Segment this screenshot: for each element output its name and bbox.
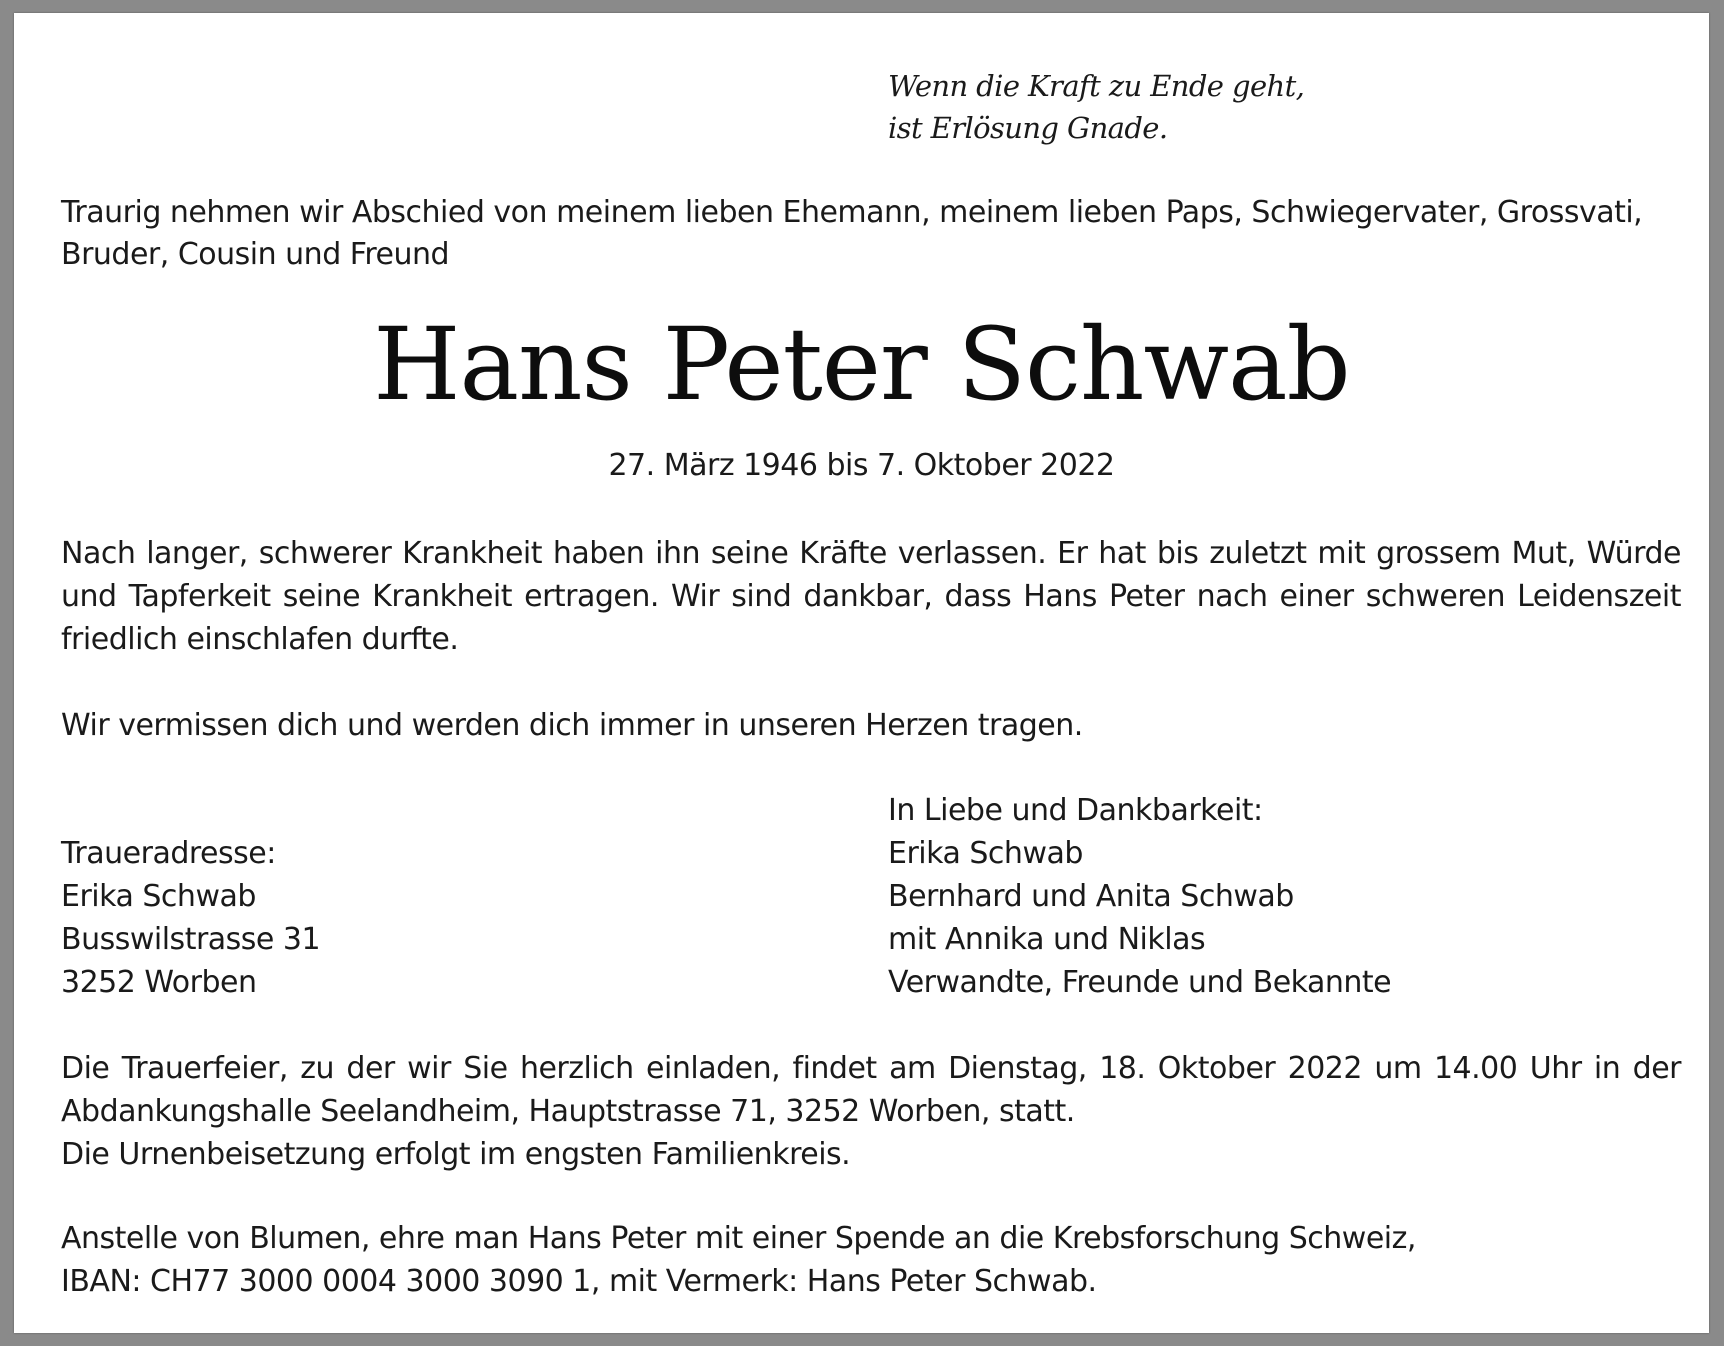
mourner-name: Bernhard und Anita Schwab	[888, 879, 1294, 914]
burial-text: Die Urnenbeisetzung erfolgt im engsten Familienkreis.	[61, 1137, 851, 1172]
address-label: Traueradresse:	[61, 836, 276, 871]
donation-line: Anstelle von Blumen, ehre man Hans Peter mit einer Spende an die Krebsforschung Schweiz,	[61, 1221, 1416, 1256]
intro-line: Bruder, Cousin und Freund	[61, 237, 450, 272]
mourner-name: Erika Schwab	[888, 836, 1083, 871]
deceased-name: Hans Peter Schwab	[373, 306, 1350, 423]
motto-line: Wenn die Kraft zu Ende geht,	[888, 69, 1305, 103]
ceremony-paragraph	[61, 1047, 1681, 1176]
ceremony-text: Die Trauerfeier, zu der wir Sie herzlich einladen, findet am Dienstag, 18. Oktober 2022 um 14.00 Uhr in der Abdankungshalle Seelandheim, Hauptstrasse 71, 3252 Worben, statt.	[61, 1051, 1681, 1129]
motto-line: ist Erlösung Gnade.	[888, 111, 1168, 145]
miss-paragraph: Wir vermissen dich und werden dich immer in unseren Herzen tragen.	[61, 708, 1083, 743]
mourner-name: mit Annika und Niklas	[888, 922, 1206, 957]
donation-iban-line: IBAN: CH77 3000 0004 3000 3090 1, mit Vermerk: Hans Peter Schwab.	[61, 1264, 1097, 1299]
intro-text	[61, 192, 1681, 276]
motto-quote	[888, 65, 1304, 149]
address-name: Erika Schwab	[61, 879, 256, 914]
obituary-notice	[14, 13, 1709, 1333]
illness-paragraph: Nach langer, schwerer Krankheit haben ihn seine Kräfte verlassen. Er hat bis zuletzt mit grossem Mut, Würde und Tapferkeit seine Krankheit ertragen. Wir sind dankbar, dass Hans Peter nach einer schweren Leidenszeit friedlich einschlafen durfte.	[61, 536, 1681, 657]
donation-paragraph	[61, 1217, 1681, 1303]
mourner-name: Verwandte, Freunde und Bekannte	[888, 965, 1392, 1000]
intro-line: Traurig nehmen wir Abschied von meinem lieben Ehemann, meinem lieben Paps, Schwiegervater, Grossvati,	[61, 195, 1643, 230]
address-city: 3252 Worben	[61, 965, 257, 1000]
life-dates: 27. März 1946 bis 7. Oktober 2022	[608, 448, 1115, 483]
address-street: Busswilstrasse 31	[61, 922, 321, 957]
mourners-list	[888, 789, 1391, 1004]
mourners-label: In Liebe und Dankbarkeit:	[888, 793, 1263, 828]
mourning-address	[61, 832, 320, 1004]
